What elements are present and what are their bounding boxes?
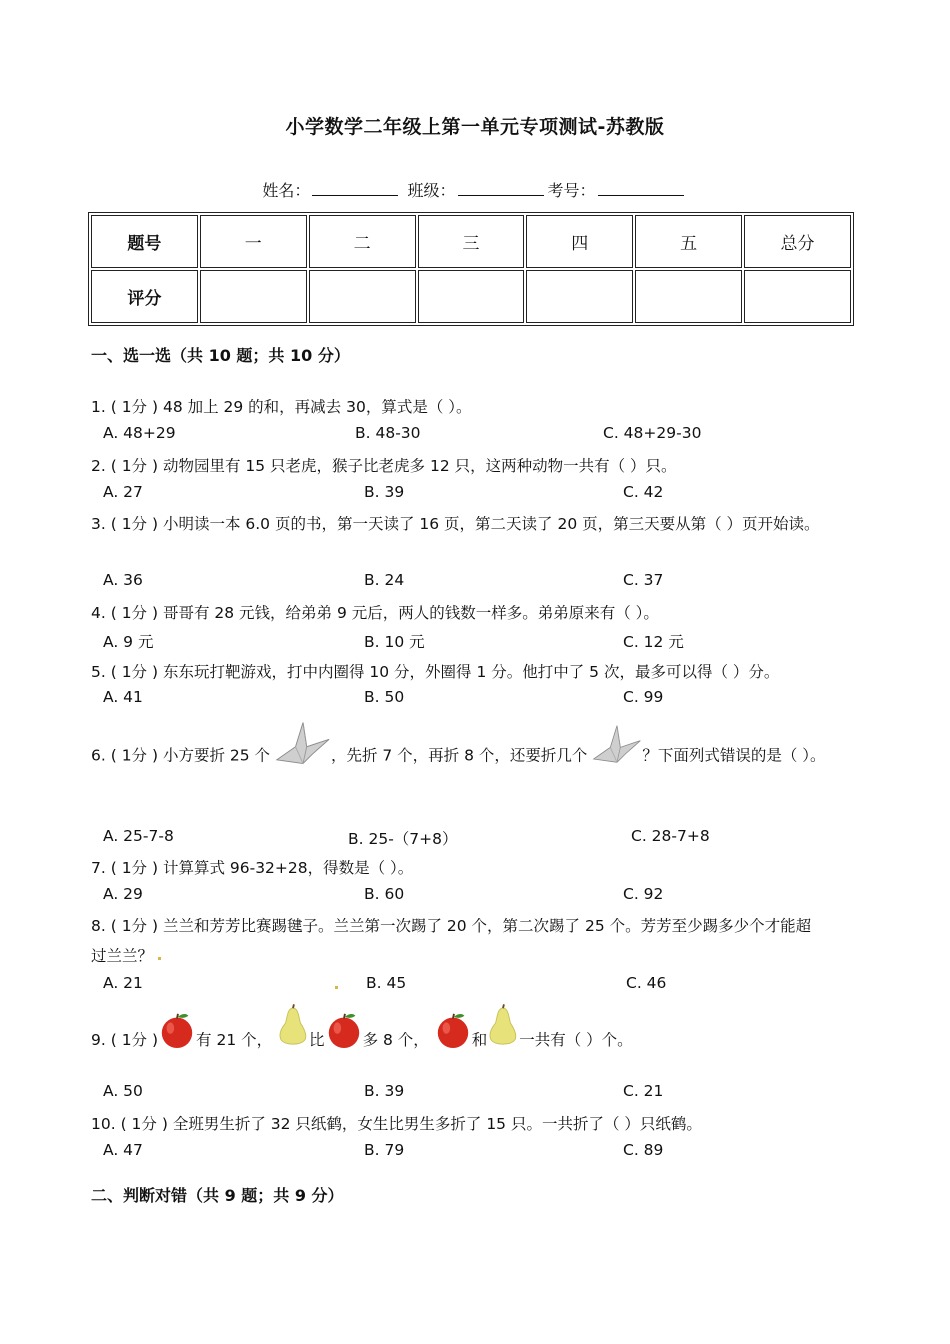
question-8: 8. ( 1分 ) 兰兰和芳芳比赛踢毽子。兰兰第一次踢了 20 个，第二次踢了 25 个。芳芳至少踢多少个才能超 xyxy=(91,917,812,935)
q6-text-part-1: 6. ( 1分 ) 小方要折 25 个 xyxy=(91,746,271,765)
score-cell[interactable] xyxy=(744,270,851,323)
q5-option-c[interactable]: C. 99 xyxy=(623,688,664,706)
q9-text-part-2: 有 21 个， xyxy=(196,1031,273,1049)
q4-option-b[interactable]: B. 10 元 xyxy=(364,633,425,651)
question-2: 2. ( 1分 ) 动物园里有 15 只老虎，猴子比老虎多 12 只，这两种动物一共有（ ）只。 xyxy=(91,457,677,475)
q9-option-a[interactable]: A. 50 xyxy=(103,1082,143,1100)
score-row-label: 评分 xyxy=(91,270,198,323)
q3-option-b[interactable]: B. 24 xyxy=(364,571,405,589)
q9-text-part-5: 和 xyxy=(471,1031,488,1049)
q9-text-part-4: 多 8 个， xyxy=(362,1031,429,1049)
q7-option-b[interactable]: B. 60 xyxy=(364,885,405,903)
q2-option-c[interactable]: C. 42 xyxy=(623,483,664,501)
score-cell[interactable] xyxy=(635,270,742,323)
q7-option-c[interactable]: C. 92 xyxy=(623,885,664,903)
q10-option-c[interactable]: C. 89 xyxy=(623,1141,664,1159)
q6-option-b[interactable]: B. 25-（7+8） xyxy=(348,830,458,848)
question-7: 7. ( 1分 ) 计算算式 96-32+28，得数是（ ）。 xyxy=(91,859,414,877)
score-table xyxy=(88,212,854,326)
question-3: 3. ( 1分 ) 小明读一本 6.0 页的书，第一天读了 16 页，第二天读了 20 页，第三天要从第（ ）页开始读。 xyxy=(91,515,820,533)
q6-option-c[interactable]: C. 28-7+8 xyxy=(631,827,710,845)
paper-crane-icon xyxy=(592,720,642,768)
name-label: 姓名： xyxy=(262,181,311,200)
student-info xyxy=(0,178,950,201)
pear-icon xyxy=(277,1003,309,1049)
question-8-line-2: 过兰兰？ xyxy=(91,947,154,965)
score-table-header-row xyxy=(91,215,851,268)
paper-crane-icon xyxy=(275,717,331,769)
exam-no-blank[interactable] xyxy=(598,181,684,196)
q3-option-a[interactable]: A. 36 xyxy=(103,571,143,589)
score-cell[interactable] xyxy=(418,270,525,323)
question-4: 4. ( 1分 ) 哥哥有 28 元钱，给弟弟 9 元后，两人的钱数一样多。弟弟原来有（ ）。 xyxy=(91,604,659,622)
q6-option-a[interactable]: A. 25-7-8 xyxy=(103,827,174,845)
section-1-heading: 一、选一选（共 10 题；共 10 分） xyxy=(91,346,350,365)
apple-icon xyxy=(325,1010,363,1050)
question-1: 1. ( 1分 ) 48 加上 29 的和，再减去 30，算式是（ ）。 xyxy=(91,398,472,416)
question-6 xyxy=(91,743,826,769)
header-cell: 一 xyxy=(200,215,307,268)
header-cell: 三 xyxy=(418,215,525,268)
q6-text-part-2: ，先折 7 个，再折 8 个，还要折几个 xyxy=(330,746,588,765)
q9-text-part-6: 一共有（ ）个。 xyxy=(519,1031,633,1049)
exam-no-label: 考号： xyxy=(547,181,596,200)
q10-option-b[interactable]: B. 79 xyxy=(364,1141,405,1159)
q9-text-part-1: 9. ( 1分 ) xyxy=(91,1031,159,1049)
score-table-score-row xyxy=(91,270,851,323)
q2-option-a[interactable]: A. 27 xyxy=(103,483,143,501)
q8-option-a[interactable]: A. 21 xyxy=(103,974,143,992)
header-cell: 总分 xyxy=(744,215,851,268)
q1-option-a[interactable]: A. 48+29 xyxy=(103,424,176,442)
header-cell: 四 xyxy=(526,215,633,268)
q5-option-a[interactable]: A. 41 xyxy=(103,688,143,706)
q6-text-part-3: ？下面列式错误的是（ ）。 xyxy=(642,746,826,765)
page-title: 小学数学二年级上第一单元专项测试-苏教版 xyxy=(285,116,665,138)
apple-icon xyxy=(434,1010,472,1050)
score-cell[interactable] xyxy=(200,270,307,323)
score-cell[interactable] xyxy=(309,270,416,323)
pear-icon xyxy=(487,1003,519,1049)
q1-option-c[interactable]: C. 48+29-30 xyxy=(603,424,702,442)
q8-option-b[interactable]: B. 45 xyxy=(366,974,407,992)
section-2-heading: 二、判断对错（共 9 题；共 9 分） xyxy=(91,1186,344,1205)
question-10: 10. ( 1分 ) 全班男生折了 32 只纸鹤，女生比男生多折了 15 只。一共折了（ ）只纸鹤。 xyxy=(91,1115,702,1133)
q10-option-a[interactable]: A. 47 xyxy=(103,1141,143,1159)
question-5: 5. ( 1分 ) 东东玩打靶游戏，打中内圈得 10 分，外圈得 1 分。他打中了 5 次，最多可以得（ ）分。 xyxy=(91,663,780,681)
q3-option-c[interactable]: C. 37 xyxy=(623,571,664,589)
q4-option-a[interactable]: A. 9 元 xyxy=(103,633,154,651)
decorative-dot xyxy=(158,957,161,960)
class-blank[interactable] xyxy=(458,181,544,196)
q9-option-b[interactable]: B. 39 xyxy=(364,1082,405,1100)
q9-text-part-3: 比 xyxy=(309,1031,325,1049)
q1-option-b[interactable]: B. 48-30 xyxy=(355,424,421,442)
header-cell: 二 xyxy=(309,215,416,268)
score-cell[interactable] xyxy=(526,270,633,323)
apple-icon xyxy=(158,1010,196,1050)
q2-option-b[interactable]: B. 39 xyxy=(364,483,405,501)
q9-option-c[interactable]: C. 21 xyxy=(623,1082,664,1100)
header-cell: 五 xyxy=(635,215,742,268)
q8-option-c[interactable]: C. 46 xyxy=(626,974,667,992)
header-cell: 题号 xyxy=(91,215,198,268)
question-9 xyxy=(91,1028,633,1050)
name-blank[interactable] xyxy=(312,181,398,196)
class-label: 班级： xyxy=(407,181,456,200)
decorative-dot xyxy=(335,986,338,989)
q5-option-b[interactable]: B. 50 xyxy=(364,688,405,706)
q7-option-a[interactable]: A. 29 xyxy=(103,885,143,903)
q4-option-c[interactable]: C. 12 元 xyxy=(623,633,684,651)
